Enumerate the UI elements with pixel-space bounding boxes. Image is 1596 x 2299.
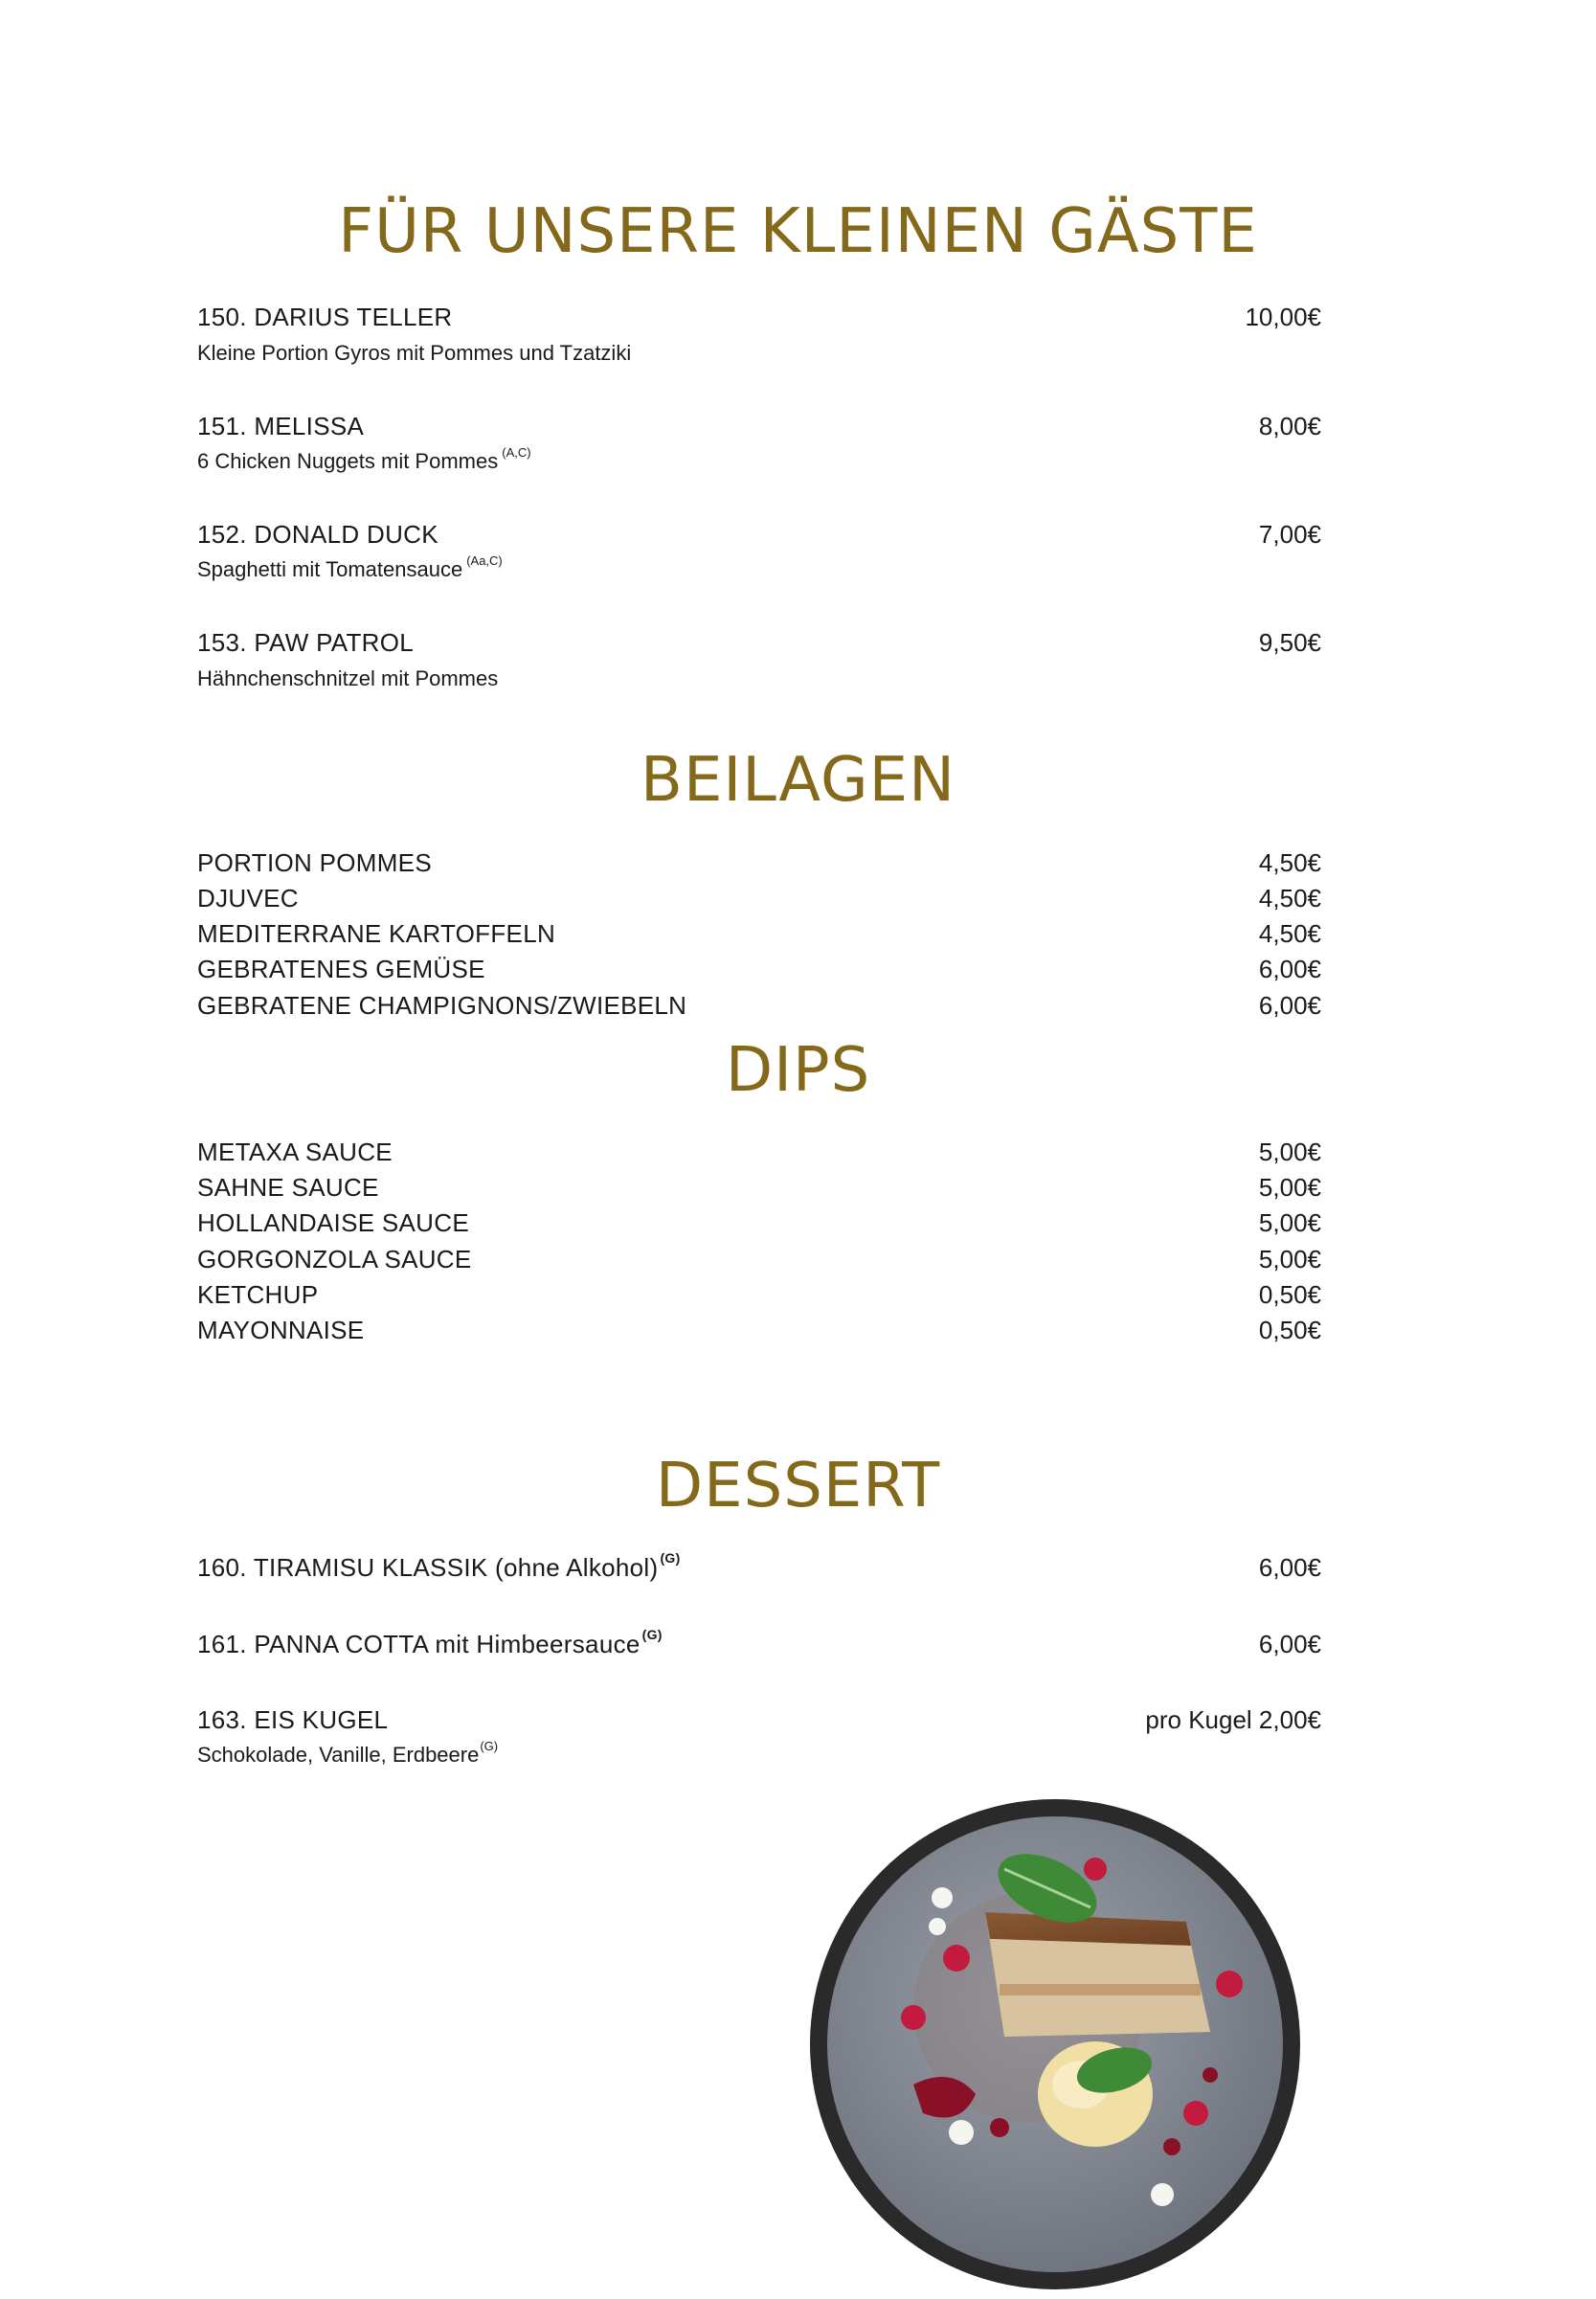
menu-item [197,1208,1321,1241]
item-name: 163. EIS KUGEL [197,1705,389,1734]
item-description: Kleine Portion Gyros mit Pommes und Tzatziki [197,341,632,365]
item-name: MEDITERRANE KARTOFFELN [197,919,556,948]
menu-item [197,1173,1321,1206]
item-description: Schokolade, Vanille, Erdbeere$^{(G)}$ [197,1739,499,1767]
menu-item [197,848,1321,881]
item-name: GORGONZOLA SAUCE [197,1245,472,1273]
menu-item [197,628,1321,661]
item-name: 152. DONALD DUCK [197,520,438,549]
item-price: 6,00€ [1258,1553,1321,1582]
menu-item [197,1138,1321,1170]
item-name: PORTION POMMES [197,848,432,877]
menu-item [197,520,1321,552]
item-price: 0,50€ [1258,1280,1321,1309]
item-price: 5,00€ [1258,1138,1321,1166]
section-title-kids: FÜR UNSERE KLEINEN GÄSTE [338,196,1258,267]
allergen-note: (G) [660,1550,681,1566]
menu-item [197,1550,1321,1586]
menu-item [197,1705,1321,1738]
item-name: GEBRATENE CHAMPIGNONS/ZWIEBELN [197,991,687,1020]
menu-item [197,919,1321,952]
item-price: 9,50€ [1258,628,1321,657]
item-price: 0,50€ [1258,1316,1321,1344]
item-name: 161. PANNA COTTA mit Himbeersauce $^{(G)}$ [197,1627,663,1658]
dessert-plate-icon [808,1797,1302,2291]
allergen-note: (Aa,C) [466,553,503,568]
item-name: KETCHUP [197,1280,319,1309]
item-price: 6,00€ [1258,1630,1321,1658]
item-name: 160. TIRAMISU KLASSIK (ohne Alkohol) $^{(G)}$ [197,1550,681,1582]
item-price: 10,00€ [1245,303,1321,331]
item-name: 150. DARIUS TELLER [197,303,453,331]
item-name: GEBRATENES GEMÜSE [197,955,485,983]
item-price: pro Kugel 2,00€ [1145,1705,1321,1734]
item-name: METAXA SAUCE [197,1138,393,1166]
item-description: Spaghetti mit Tomatensauce $^{(Aa,C)}$ [197,553,503,581]
menu-item [197,1245,1321,1277]
item-name: MAYONNAISE [197,1316,365,1344]
menu-item [197,991,1321,1024]
menu-item [197,1627,1321,1662]
section-title-dessert: DESSERT [655,1451,941,1521]
item-description: 6 Chicken Nuggets mit Pommes $^{(A,C)}$ [197,445,531,473]
item-price: 5,00€ [1258,1208,1321,1237]
item-name: 153. PAW PATROL [197,628,415,657]
item-name: HOLLANDAISE SAUCE [197,1208,469,1237]
item-price: 8,00€ [1258,412,1321,440]
item-price: 4,50€ [1258,884,1321,913]
menu-item [197,1280,1321,1313]
item-price: 4,50€ [1258,919,1321,948]
allergen-note: (G) [480,1739,499,1753]
item-price: 5,00€ [1258,1173,1321,1202]
menu-item [197,1316,1321,1348]
menu-item [197,303,1321,335]
item-name: 151. MELISSA [197,412,365,440]
item-price: 6,00€ [1258,955,1321,983]
allergen-note: (A,C) [502,445,531,460]
allergen-note: (G) [641,1627,663,1642]
item-name: DJUVEC [197,884,299,913]
item-price: 4,50€ [1258,848,1321,877]
menu-item [197,412,1321,444]
menu-item [197,884,1321,916]
item-name: SAHNE SAUCE [197,1173,379,1202]
item-description: Hähnchenschnitzel mit Pommes [197,666,499,690]
item-price: 5,00€ [1258,1245,1321,1273]
section-title-sides: BEILAGEN [641,745,955,816]
section-title-dips: DIPS [725,1035,871,1106]
item-price: 7,00€ [1258,520,1321,549]
menu-item [197,955,1321,987]
item-price: 6,00€ [1258,991,1321,1020]
